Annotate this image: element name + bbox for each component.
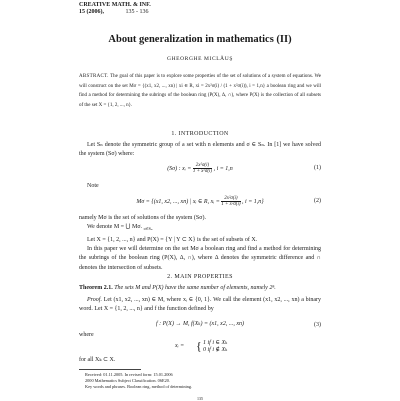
paper-title: About generalization in mathematics (II) bbox=[108, 34, 292, 45]
equation-4-case-2: 0 if i ∉ Xₖ bbox=[203, 347, 228, 353]
proof-paragraph bbox=[79, 296, 321, 315]
abstract bbox=[79, 72, 321, 110]
footnote-received: Received: 01.11.2005. In revised form: 15.01.2006 bbox=[85, 372, 173, 377]
let-x-sentence: Let X = {1, 2, ..., n} and P(X) = {Y | Y ⊂ X} is the set of subsets of X. bbox=[87, 237, 258, 243]
equation-4 bbox=[79, 339, 321, 357]
proof-label: Proof. bbox=[87, 297, 102, 303]
section-introduction-title: 1. INTRODUCTION bbox=[171, 131, 229, 137]
equation-2-fraction bbox=[221, 196, 240, 207]
abstract-text: The goal of this paper is to explore some properties of the set of solutions of a system of equations. We will construct on the set Mσ = {(x1, x2, ..., xn) | xi ∈ R, xi = 2x²σ(i) / (1 + x²σ(i)), i = 1,n} a boolean ring and we will find a method for determining the subrings of the boolean ring (P(X), Δ, ∩), where P(X) is the collection of all subsets of the set X = {1, 2, ..., n}. bbox=[79, 74, 321, 108]
equation-4-cases bbox=[203, 340, 227, 354]
for-all-sentence: for all Xₖ ⊂ X. bbox=[79, 357, 116, 363]
equation-1-denominator: 1 + x²σ(i) bbox=[192, 169, 213, 174]
section-main-properties-title: 2. MAIN PROPERTIES bbox=[167, 274, 233, 280]
equation-1-lhs: (Sσ) : xᵢ = bbox=[167, 165, 192, 172]
equation-2-body bbox=[79, 196, 321, 207]
equation-3-number: (3) bbox=[314, 322, 321, 328]
equation-1-body bbox=[79, 163, 321, 174]
journal-header bbox=[79, 2, 151, 16]
equation-4-case-1: 1 if i ∈ Xₖ bbox=[203, 340, 228, 346]
equation-1-fraction bbox=[193, 163, 212, 174]
journal-volume-line bbox=[79, 9, 151, 16]
equation-2-denominator: 1 + x²σ(i) bbox=[221, 202, 241, 207]
footnote-msc: 2000 Mathematics Subject Classification. 06E20. bbox=[85, 378, 170, 384]
equation-1-numerator: 2x²σ(i) bbox=[193, 163, 212, 169]
namely-sentence: namely Mσ is the set of solutions of the system (Sσ). bbox=[79, 215, 206, 221]
note-label: Note bbox=[87, 183, 99, 189]
equation-2-number: (2) bbox=[314, 198, 321, 204]
footnote-keywords: Key words and phrases. Boolean ring, method of determining. bbox=[85, 384, 193, 390]
equation-4-brace: { bbox=[196, 339, 202, 353]
footnotes bbox=[85, 372, 321, 391]
theorem-statement: The sets M and P(X) have the same number of elements, namely 2ⁿ. bbox=[114, 285, 276, 291]
abstract-label: ABSTRACT. bbox=[79, 74, 109, 79]
journal-volume: 15 (2006), bbox=[79, 9, 104, 15]
intro-paragraph: Let Sₙ denote the symmetric group of a set with n elements and σ ∈ Sₙ. In [1] we have solved the system (Sσ) where: bbox=[79, 142, 321, 158]
journal-name: CREATIVE MATH. & INF. bbox=[79, 2, 151, 8]
paper-author: GHEORGHE MICLĂUŞ bbox=[167, 56, 233, 62]
equation-2-lhs: Mσ = {(x1, x2, ..., xn) | xᵢ ∈ R, xᵢ = bbox=[136, 198, 220, 205]
equation-2-numerator: 2x²σ(i) bbox=[221, 196, 240, 202]
equation-2 bbox=[79, 196, 321, 210]
page-number: 135 bbox=[197, 396, 203, 401]
equation-4-lhs: xᵢ = bbox=[175, 343, 185, 349]
theorem-2-1 bbox=[79, 284, 321, 293]
denote-text: We denote M = ⋃ Mσ. bbox=[87, 224, 143, 230]
equation-3-body: f : P(X) → M, f(Xₖ) = (x1, x2, ..., xn) bbox=[155, 321, 245, 327]
equation-1 bbox=[79, 163, 321, 177]
paper-aim-paragraph: In this paper we will determine on the set Mσ a boolean ring and find a method for determining the subrings of the boolean ring (P(X), Δ, ∩), where Δ denotes the symmetric difference and ∩ denotes the intersection of subsets. bbox=[79, 246, 321, 271]
equation-1-rhs: , i = 1,n bbox=[213, 165, 233, 172]
proof-text: Let (x1, x2, ..., xn) ∈ M, where xᵢ ∈ {0, 1}. We call the element (x1, x2, ..., xn) a binary word. Let X = {1, 2, ..., n} and f the function defined by bbox=[79, 297, 322, 313]
denote-sentence bbox=[79, 223, 321, 233]
union-subscript: σ∈Sₙ bbox=[143, 226, 153, 232]
equation-1-number: (1) bbox=[314, 165, 321, 171]
footnote-rule bbox=[79, 369, 141, 370]
theorem-label: Theorem 2.1. bbox=[79, 285, 113, 291]
equation-2-rhs: , i = 1,n} bbox=[242, 198, 264, 205]
journal-pages: 135 - 136 bbox=[125, 9, 149, 15]
where-label: where bbox=[79, 332, 94, 338]
